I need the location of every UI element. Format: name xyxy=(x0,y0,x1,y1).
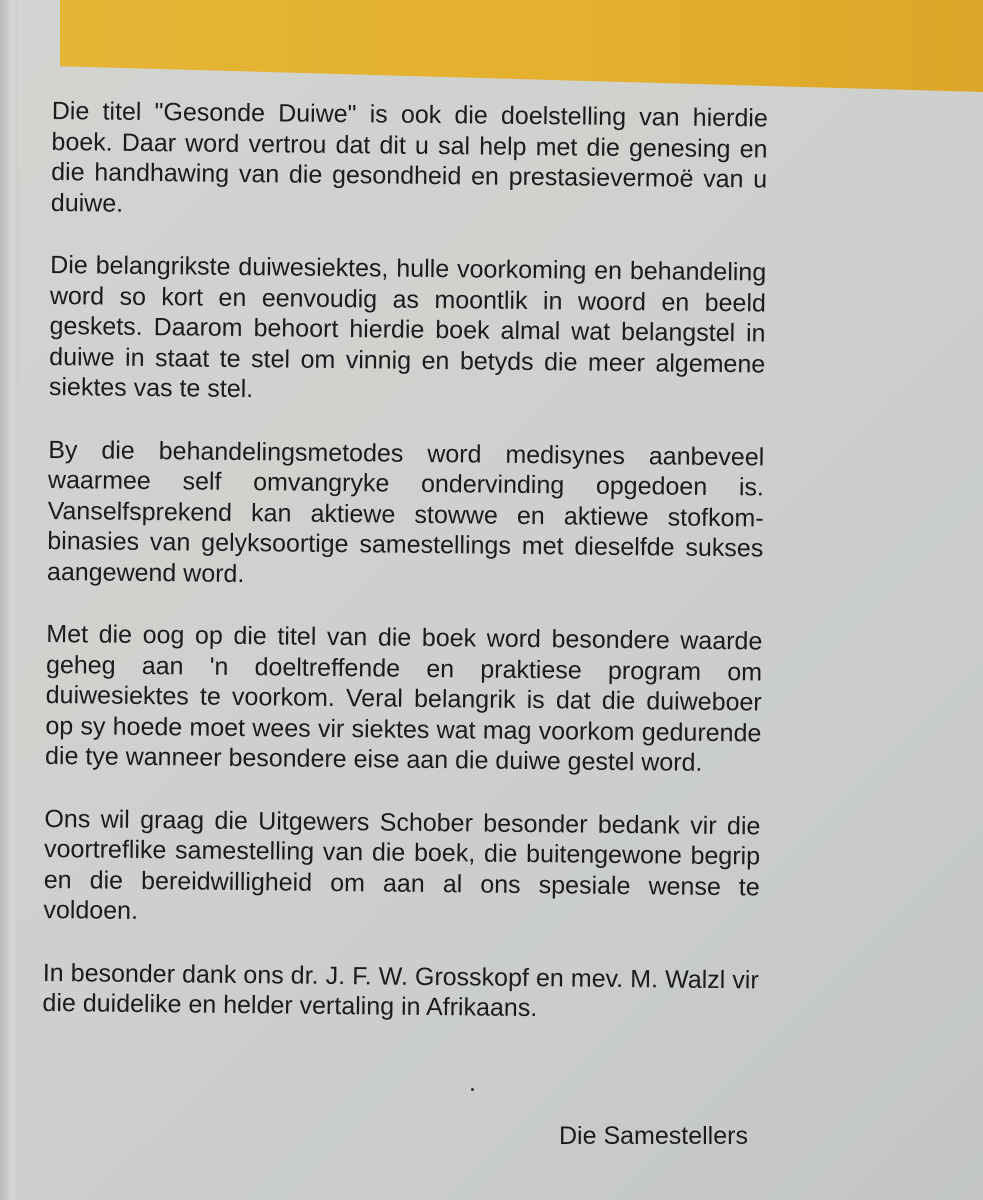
preface-text xyxy=(42,96,768,1058)
paragraph-2: Die belangrikste duiwesiektes, hulle voorkoming en behandeling word so kort en eenvoudig as moontlik in woord en beeld geskets. Daarom behoort hierdie boek almal wat belangstel in duiwe in staat te stel om vinnig en betyds die meer algemene siektes vas te stel. xyxy=(48,250,767,404)
signature: Die Samestellers xyxy=(559,1122,748,1150)
paragraph-6: In besonder dank ons dr. J. F. W. Grosskopf en mev. M. Walzl vir die duidelike en helder vertaling in Afrikaans. xyxy=(42,958,759,1023)
paragraph-1: Die titel "Gesonde Duiwe" is ook die doelstelling van hierdie boek. Daar word vertrou dat dit u sal help met die genesing en die handhawing van die gesondheid en prestasievermoë van u duiwe. xyxy=(50,96,768,218)
paper-speck xyxy=(471,1088,474,1091)
paragraph-4: Met die oog op die titel van die boek word besondere waarde geheg aan 'n doeltreffende en praktiese program om duiwesiektes te voorkom. Veral belangrik is dat die duiweboer op sy hoede moet wees vir siektes wat mag voorkom gedurende die tye wanneer besondere eise aan die duiwe gestel word. xyxy=(44,619,763,777)
paragraph-3: By die behandelingsmetodes word medisynes aanbeveel waarmee self omvangryke ondervinding opgedoen is. Vanselfsprekend kan aktiewe stowwe en aktiewe stofkombinasies van gelyksoortige samestellings met dieselfde sukses aangewend word. xyxy=(46,435,765,588)
paragraph-5: Ons wil graag die Uitgewers Schober besonder bedank vir die voortreflike samestelling van die boek, die buitengewone begrip en die bereidwilligheid om aan al ons spesiale wense te voldoen. xyxy=(43,804,761,925)
